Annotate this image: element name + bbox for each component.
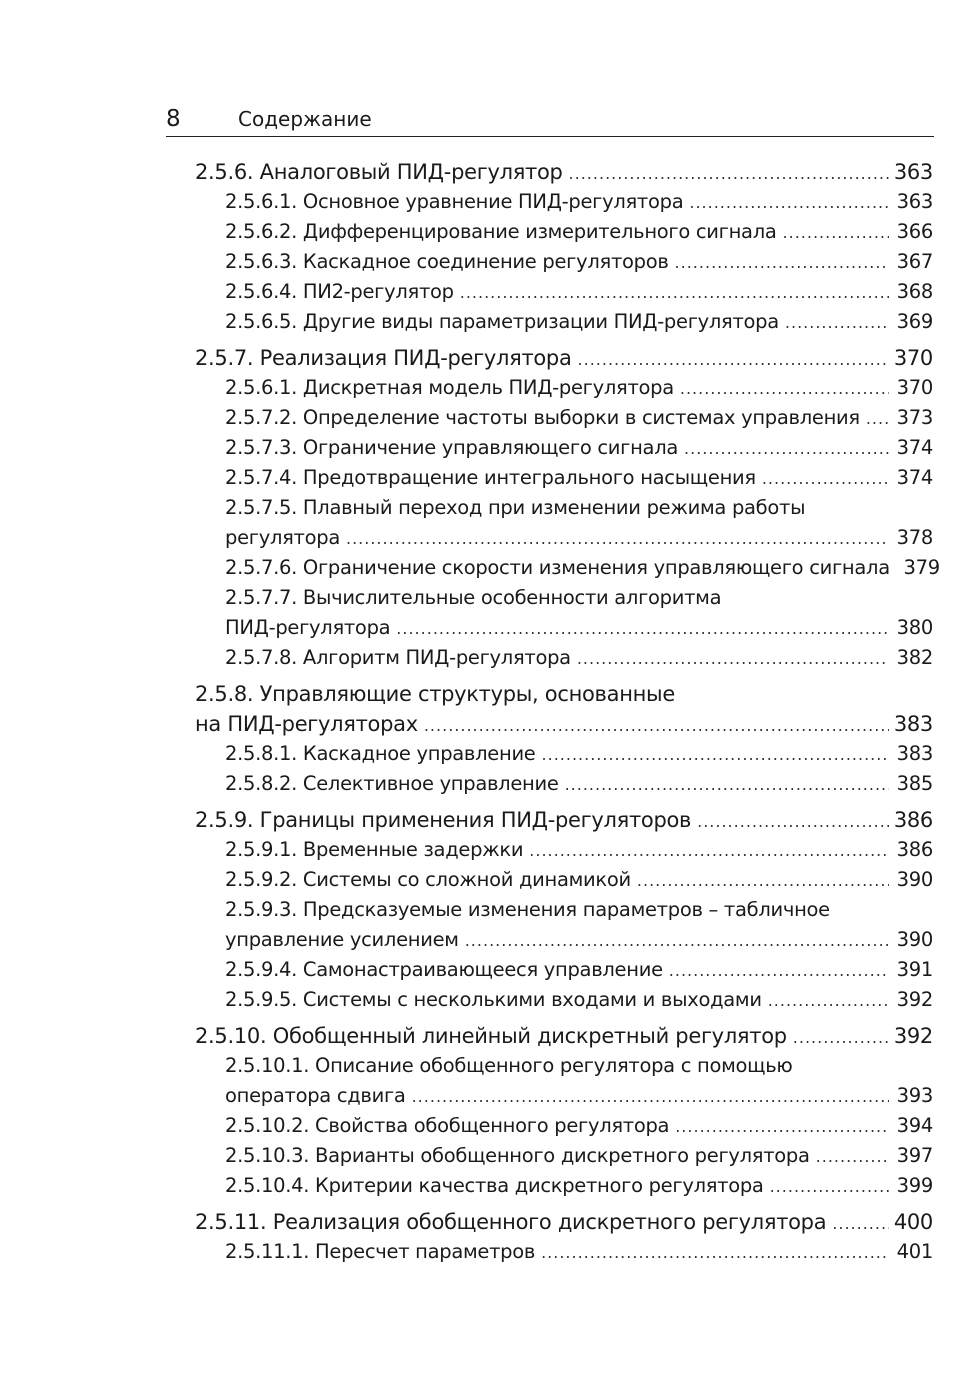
dot-leader — [346, 524, 889, 554]
toc-page-number: 400 — [893, 1210, 933, 1234]
dot-leader — [465, 926, 889, 956]
toc-page-number: 390 — [896, 868, 933, 891]
toc-entry-title: 2.5.7. Реализация ПИД-регулятора — [195, 346, 572, 370]
toc-section-entry[interactable] — [195, 343, 933, 373]
toc-entry-title: 2.5.8.2. Селективное управление — [225, 772, 559, 795]
toc-subsection-entry[interactable] — [195, 433, 933, 463]
toc-subsection-entry[interactable] — [195, 1081, 933, 1111]
dot-leader — [768, 986, 889, 1016]
dot-leader — [762, 464, 889, 494]
toc-entry-line1 — [195, 1051, 933, 1081]
toc-entry-title: 2.5.6. Аналоговый ПИД-регулятор — [195, 160, 563, 184]
toc-entry-title: 2.5.7.2. Определение частоты выборки в системах управления — [225, 406, 860, 429]
toc-subsection-entry[interactable] — [195, 307, 933, 337]
toc-entry-title: 2.5.9. Границы применения ПИД-регуляторов — [195, 808, 692, 832]
toc-entry-title: 2.5.9.1. Временные задержки — [225, 838, 524, 861]
toc-entry-title: 2.5.6.1. Дискретная модель ПИД-регулятора — [225, 376, 674, 399]
toc-page-number: 379 — [903, 556, 940, 579]
dot-leader — [529, 836, 889, 866]
toc-page-number: 374 — [896, 436, 933, 459]
dot-leader — [689, 188, 889, 218]
toc-page-number: 383 — [893, 712, 933, 736]
toc-page-number: 385 — [896, 772, 933, 795]
toc-subsection-entry[interactable] — [195, 553, 940, 583]
toc-page-number: 363 — [893, 160, 933, 184]
toc-page-number: 391 — [896, 958, 933, 981]
dot-leader — [684, 434, 889, 464]
toc-entry-title: 2.5.10.3. Варианты обобщенного дискретного регулятора — [225, 1144, 810, 1167]
toc-page-number: 386 — [896, 838, 933, 861]
dot-leader — [680, 374, 889, 404]
dot-leader — [832, 1209, 889, 1239]
toc-entry-title: 2.5.7.6. Ограничение скорости изменения управляющего сигнала — [225, 556, 890, 579]
dot-leader — [569, 159, 889, 189]
toc-subsection-entry[interactable] — [195, 865, 933, 895]
toc-entry-title: 2.5.11.1. Пересчет параметров — [225, 1240, 536, 1263]
toc-entry-title: оператора сдвига — [225, 1084, 406, 1107]
dot-leader — [816, 1142, 889, 1172]
toc-page-number: 386 — [893, 808, 933, 832]
toc-entry-title: 2.5.7.4. Предотвращение интегрального насыщения — [225, 466, 756, 489]
toc-page-number: 368 — [896, 280, 933, 303]
toc-page-number: 366 — [896, 220, 933, 243]
toc-subsection-entry[interactable] — [195, 277, 933, 307]
toc-subsection-entry[interactable] — [195, 1141, 933, 1171]
toc-entry-title: 2.5.10.4. Критерии качества дискретного регулятора — [225, 1174, 764, 1197]
dot-leader — [697, 807, 889, 837]
toc-entry-title: 2.5.6.1. Основное уравнение ПИД-регулятора — [225, 190, 684, 213]
toc-entry-title: управление усилением — [225, 928, 459, 951]
toc-subsection-entry[interactable] — [195, 985, 933, 1015]
toc-section-entry[interactable] — [195, 709, 933, 739]
toc-page-number: 393 — [896, 1084, 933, 1107]
toc-entry-title: 2.5.7.8. Алгоритм ПИД-регулятора — [225, 646, 571, 669]
dot-leader — [412, 1082, 889, 1112]
toc-subsection-entry[interactable] — [195, 187, 933, 217]
dot-leader — [541, 1238, 889, 1268]
toc-subsection-entry[interactable] — [195, 643, 933, 673]
toc-entry-title: 2.5.9.2. Системы со сложной динамикой — [225, 868, 631, 891]
toc-page-number: 382 — [896, 646, 933, 669]
toc-page-number: 383 — [896, 742, 933, 765]
page-number: 8 — [166, 106, 181, 132]
toc-subsection-entry[interactable] — [195, 373, 933, 403]
toc-subsection-entry[interactable] — [195, 463, 933, 493]
toc-section-entry[interactable] — [195, 1207, 933, 1237]
toc-entry-line1 — [195, 895, 933, 925]
toc-page-number: 369 — [896, 310, 933, 333]
dot-leader — [785, 308, 889, 338]
toc-entry-title: 2.5.9.5. Системы с несколькими входами и выходами — [225, 988, 762, 1011]
toc-page-number: 394 — [896, 1114, 933, 1137]
toc-entry-title: 2.5.9.4. Самонастраивающееся управление — [225, 958, 663, 981]
dot-leader — [866, 404, 889, 434]
dot-leader — [637, 866, 889, 896]
toc-entry-title: 2.5.10.1. Описание обобщенного регулятора с помощью — [225, 1054, 793, 1077]
toc-entry-title: 2.5.7.5. Плавный переход при изменении режима работы — [225, 496, 806, 519]
running-title: Содержание — [238, 107, 372, 131]
toc-entry-title: 2.5.9.3. Предсказуемые изменения параметров – табличное — [225, 898, 830, 921]
toc-page-number: 399 — [896, 1174, 933, 1197]
toc-page-number: 363 — [896, 190, 933, 213]
toc-page-number: 380 — [896, 616, 933, 639]
toc-subsection-entry[interactable] — [195, 1171, 933, 1201]
toc-section-entry[interactable] — [195, 157, 933, 187]
toc-entry-line1 — [195, 679, 933, 709]
table-of-contents — [195, 157, 940, 1267]
toc-entry-title: 2.5.7.7. Вычислительные особенности алгоритма — [225, 586, 722, 609]
toc-page-number: 373 — [896, 406, 933, 429]
toc-page-number: 367 — [896, 250, 933, 273]
toc-page-number: 401 — [896, 1240, 933, 1263]
toc-subsection-entry[interactable] — [195, 217, 933, 247]
toc-section-entry[interactable] — [195, 1021, 933, 1051]
toc-entry-title: ПИД-регулятора — [225, 616, 391, 639]
toc-page-number: 392 — [893, 1024, 933, 1048]
toc-entry-line1 — [195, 493, 933, 523]
toc-subsection-entry[interactable] — [195, 835, 933, 865]
dot-leader — [770, 1172, 889, 1202]
dot-leader — [793, 1023, 889, 1053]
toc-page-number: 370 — [896, 376, 933, 399]
dot-leader — [675, 1112, 889, 1142]
toc-entry-title: 2.5.6.4. ПИ2-регулятор — [225, 280, 454, 303]
toc-subsection-entry[interactable] — [195, 1111, 933, 1141]
toc-page-number: 374 — [896, 466, 933, 489]
dot-leader — [577, 644, 889, 674]
toc-entry-title: 2.5.7.3. Ограничение управляющего сигнала — [225, 436, 679, 459]
toc-page-number: 378 — [896, 526, 933, 549]
toc-page-number: 397 — [896, 1144, 933, 1167]
dot-leader — [396, 614, 889, 644]
dot-leader — [460, 278, 889, 308]
toc-entry-title: 2.5.6.2. Дифференцирование измерительного сигнала — [225, 220, 777, 243]
toc-subsection-entry[interactable] — [195, 739, 933, 769]
toc-entry-title: 2.5.10.2. Свойства обобщенного регулятора — [225, 1114, 670, 1137]
dot-leader — [578, 345, 889, 375]
toc-subsection-entry[interactable] — [195, 523, 933, 553]
toc-subsection-entry[interactable] — [195, 769, 933, 799]
toc-entry-title: 2.5.6.5. Другие виды параметризации ПИД-регулятора — [225, 310, 779, 333]
toc-entry-title: 2.5.8.1. Каскадное управление — [225, 742, 536, 765]
toc-page-number: 370 — [893, 346, 933, 370]
toc-section-entry[interactable] — [195, 805, 933, 835]
dot-leader — [669, 956, 889, 986]
toc-subsection-entry[interactable] — [195, 613, 933, 643]
toc-subsection-entry[interactable] — [195, 955, 933, 985]
toc-subsection-entry[interactable] — [195, 925, 933, 955]
toc-entry-line1 — [195, 583, 933, 613]
toc-page-number: 392 — [896, 988, 933, 1011]
dot-leader — [783, 218, 889, 248]
toc-subsection-entry[interactable] — [195, 247, 933, 277]
toc-page-number: 390 — [896, 928, 933, 951]
toc-entry-title: регулятора — [225, 526, 340, 549]
toc-entry-title: на ПИД-регуляторах — [195, 712, 418, 736]
dot-leader — [424, 711, 889, 741]
toc-entry-title: 2.5.11. Реализация обобщенного дискретного регулятора — [195, 1210, 827, 1234]
running-header — [166, 102, 934, 137]
toc-entry-title: 2.5.6.3. Каскадное соединение регуляторов — [225, 250, 669, 273]
dot-leader — [565, 770, 889, 800]
toc-subsection-entry[interactable] — [195, 1237, 933, 1267]
toc-entry-title: 2.5.10. Обобщенный линейный дискретный регулятор — [195, 1024, 787, 1048]
dot-leader — [542, 740, 889, 770]
toc-entry-title: 2.5.8. Управляющие структуры, основанные — [195, 682, 675, 706]
dot-leader — [675, 248, 889, 278]
toc-subsection-entry[interactable] — [195, 403, 933, 433]
